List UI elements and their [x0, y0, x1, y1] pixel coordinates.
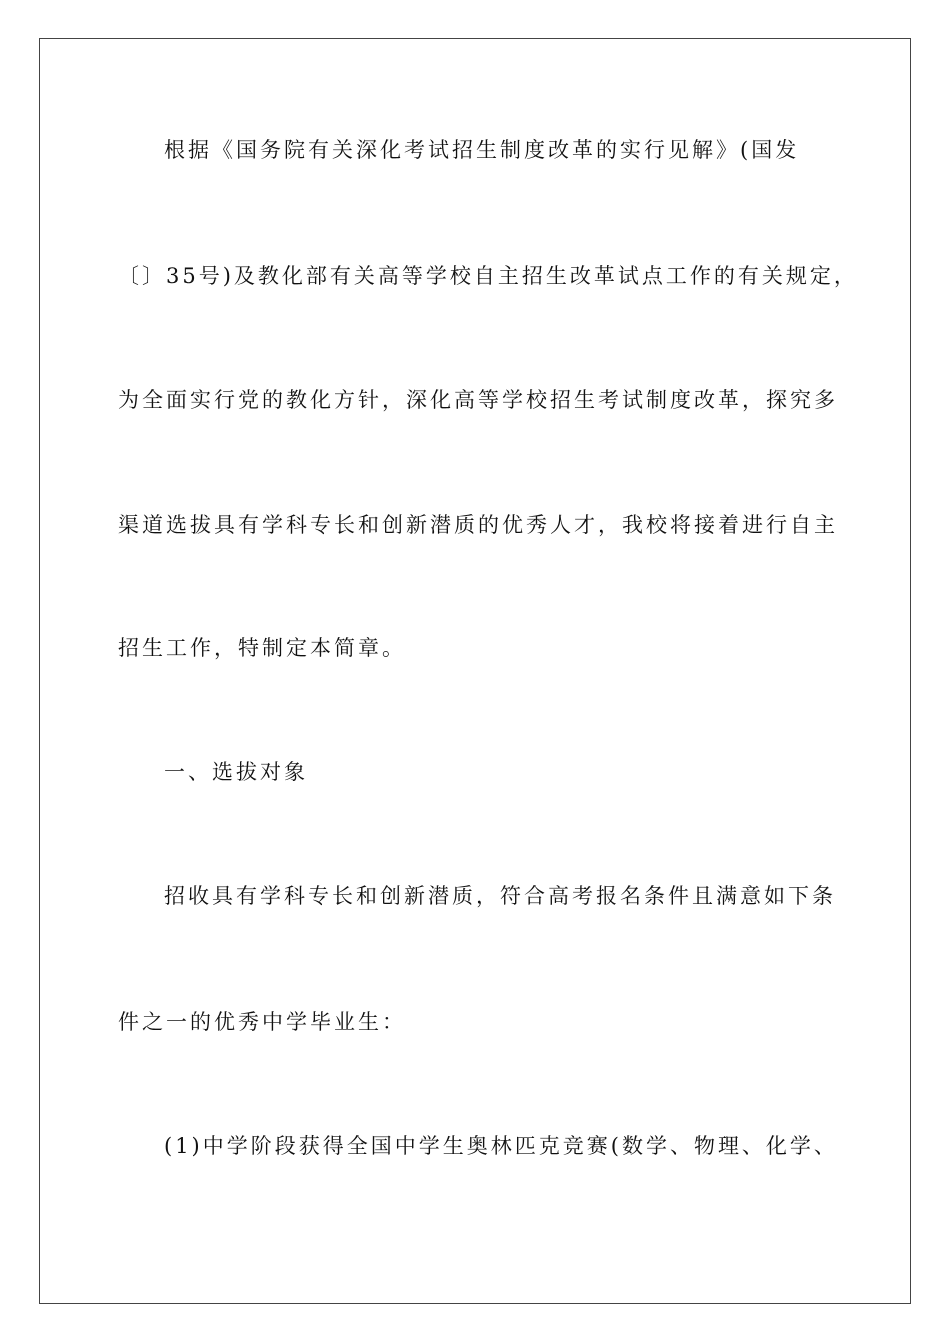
paragraph-line: 为全面实行党的教化方针，深化高等学校招生考试制度改革，探究多	[118, 388, 838, 412]
page-frame	[39, 38, 911, 1304]
paragraph-line: 渠道选拔具有学科专长和创新潜质的优秀人才，我校将接着进行自主	[118, 513, 838, 537]
section-heading: 一、选拔对象	[164, 760, 308, 784]
list-item-line: (1)中学阶段获得全国中学生奥林匹克竞赛(数学、物理、化学、	[164, 1134, 838, 1158]
paragraph-line: 件之一的优秀中学毕业生：	[118, 1010, 406, 1034]
paragraph-line: 招收具有学科专长和创新潜质，符合高考报名条件且满意如下条	[164, 884, 836, 908]
paragraph-line: 根据《国务院有关深化考试招生制度改革的实行见解》(国发	[164, 138, 800, 162]
paragraph-line: 〔〕35号)及教化部有关高等学校自主招生改革试点工作的有关规定，	[118, 264, 858, 288]
paragraph-line: 招生工作，特制定本简章。	[118, 636, 406, 660]
